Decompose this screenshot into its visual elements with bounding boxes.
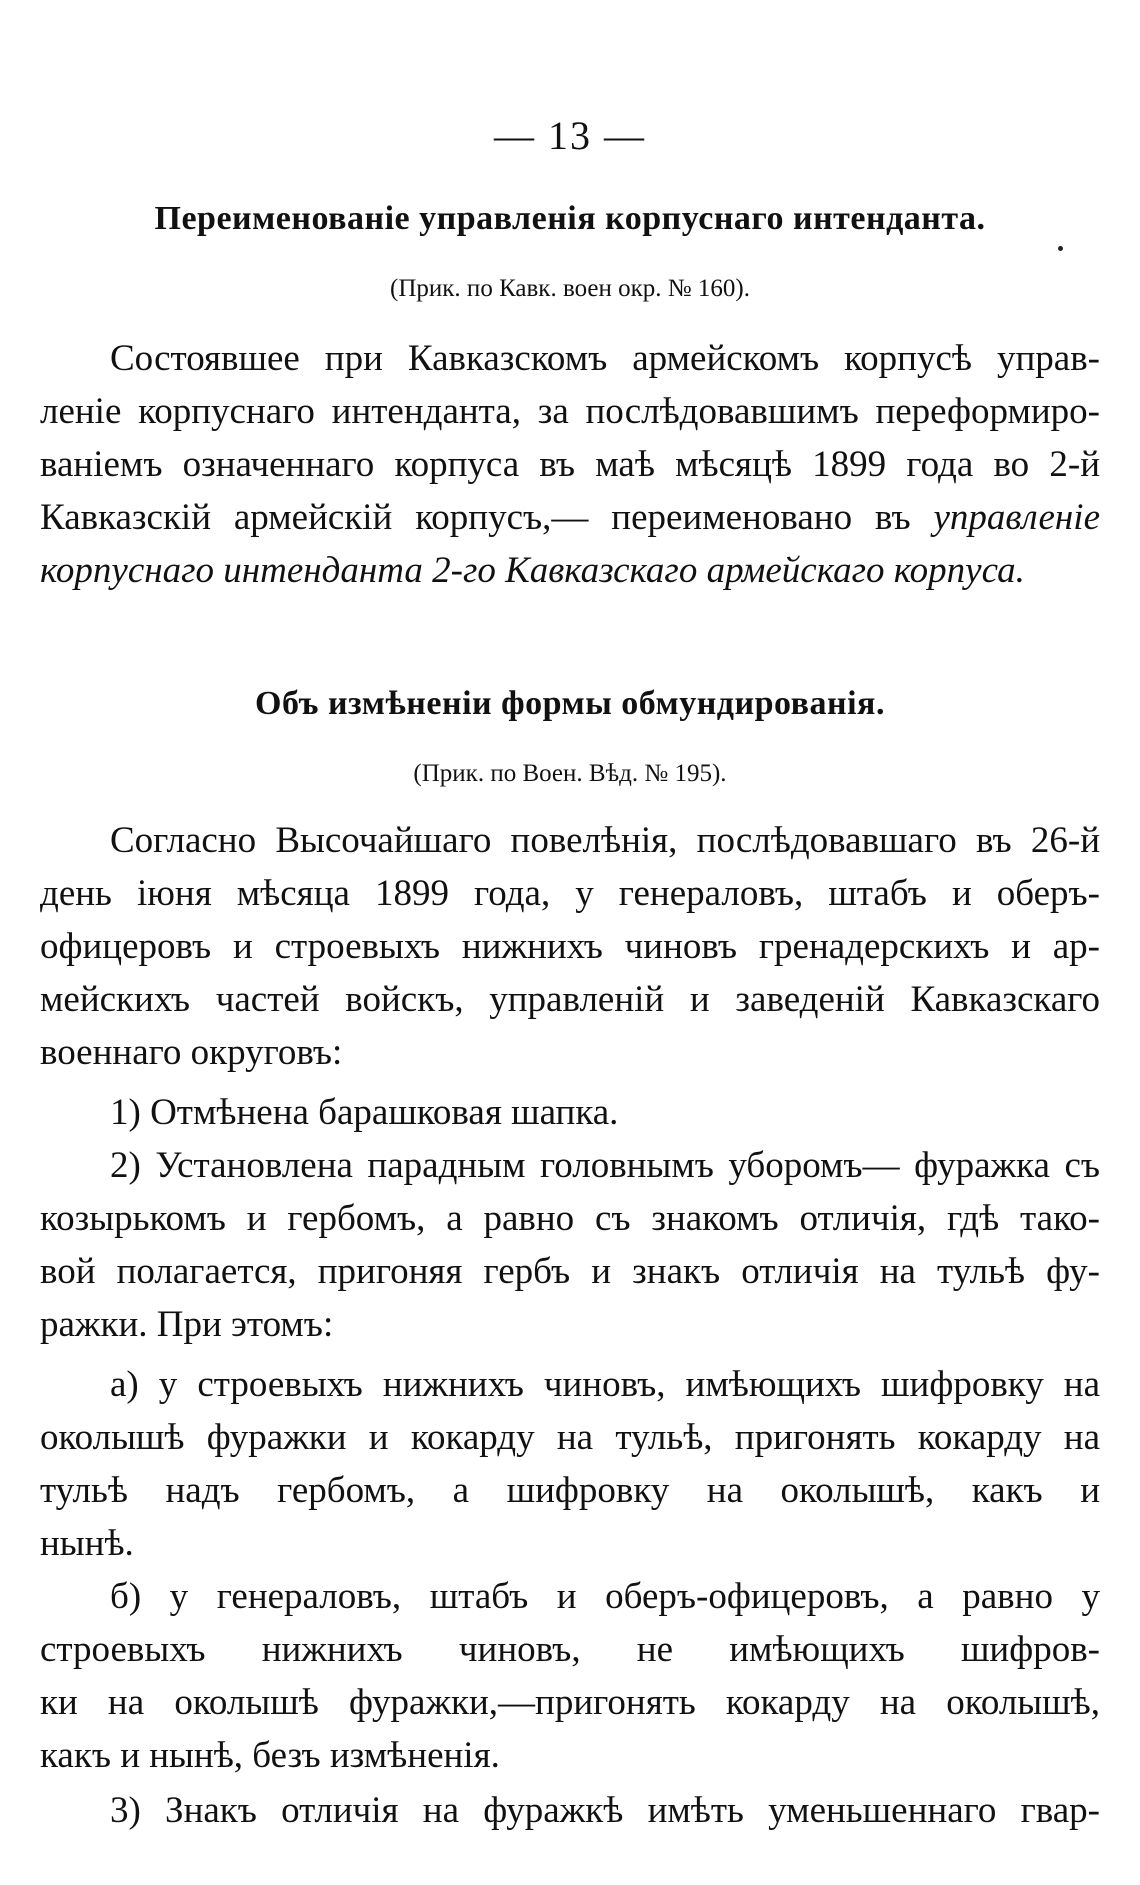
page-number: — 13 —	[494, 113, 646, 158]
list-item-line: 3) Знакъ отличія на фуражкѣ имѣть уменьшеннаго гвар-	[110, 1790, 1100, 1831]
list-item-line: 2) Установлена парадным головнымъ уборомъ— фуражка съ	[110, 1145, 1100, 1186]
paragraph-italic-text: управленіе	[933, 497, 1100, 538]
paragraph-line: ваніемъ означеннаго корпуса въ маѣ мѣсяцѣ 1899 года во 2-й	[40, 444, 1100, 485]
paragraph-line: Состоявшее при Кавказскомъ армейскомъ корпусѣ управ-	[110, 338, 1100, 379]
stray-mark	[1058, 246, 1063, 251]
list-item-line: вой полагается, пригоняя гербъ и знакъ отличія на тульѣ фу-	[40, 1251, 1100, 1292]
paragraph-line: день іюня мѣсяца 1899 года, у генераловъ, штабъ и оберъ-	[40, 873, 1100, 914]
paragraph-line	[40, 499, 1100, 536]
sub-item-line: тульѣ надъ гербомъ, а шифровку на околышѣ, какъ и	[40, 1470, 1100, 1511]
sub-item-line: какъ и нынѣ, безъ измѣненія.	[40, 1735, 500, 1776]
paragraph-italic-line: корпуснаго интенданта 2-го Кавказскаго армейскаго корпуса.	[40, 550, 1025, 591]
list-item-line: ражки. При этомъ:	[40, 1304, 334, 1345]
list-item-line: козырькомъ и гербомъ, а равно съ знакомъ отличія, гдѣ тако-	[40, 1198, 1100, 1239]
section-source-renaming: (Прик. по Кавк. воен окр. № 160).	[390, 275, 750, 302]
paragraph-line: военнаго округовъ:	[40, 1032, 343, 1073]
sub-item-line: б) у генераловъ, штабъ и оберъ-офицеровъ, а равно у	[110, 1576, 1100, 1617]
sub-item-line: ки на околышѣ фуражки,—пригонять кокарду на околышѣ,	[40, 1682, 1100, 1723]
sub-item-line: строевыхъ нижнихъ чиновъ, не имѣющихъ шифров-	[40, 1629, 1100, 1670]
paragraph-line: мейскихъ частей войскъ, управленій и заведеній Кавказскаго	[40, 979, 1100, 1020]
sub-item-line: околышѣ фуражки и кокарду на тульѣ, пригонять кокарду на	[40, 1417, 1100, 1458]
paragraph-line: Согласно Высочайшаго повелѣнія, послѣдовавшаго въ 26-й	[110, 820, 1100, 861]
sub-item-line: а) у строевыхъ нижнихъ чиновъ, имѣющихъ шифровку на	[110, 1364, 1100, 1405]
section-heading-renaming: Переименованіе управленія корпуснаго интенданта.	[154, 200, 986, 237]
paragraph-line: леніе корпуснаго интенданта, за послѣдовавшимъ переформиро-	[40, 391, 1100, 432]
section-heading-uniform: Объ измѣненіи формы обмундированія.	[255, 685, 885, 722]
section-source-uniform: (Прик. по Воен. Вѣд. № 195).	[413, 760, 727, 787]
sub-item-line: нынѣ.	[40, 1523, 134, 1564]
paragraph-text: Кавказскій армейскій корпусъ,— переименовано въ	[40, 497, 934, 538]
paragraph-line: офицеровъ и строевыхъ нижнихъ чиновъ гренадерскихъ и ар-	[40, 926, 1100, 967]
list-item: 1) Отмѣнена барашковая шапка.	[110, 1092, 619, 1133]
